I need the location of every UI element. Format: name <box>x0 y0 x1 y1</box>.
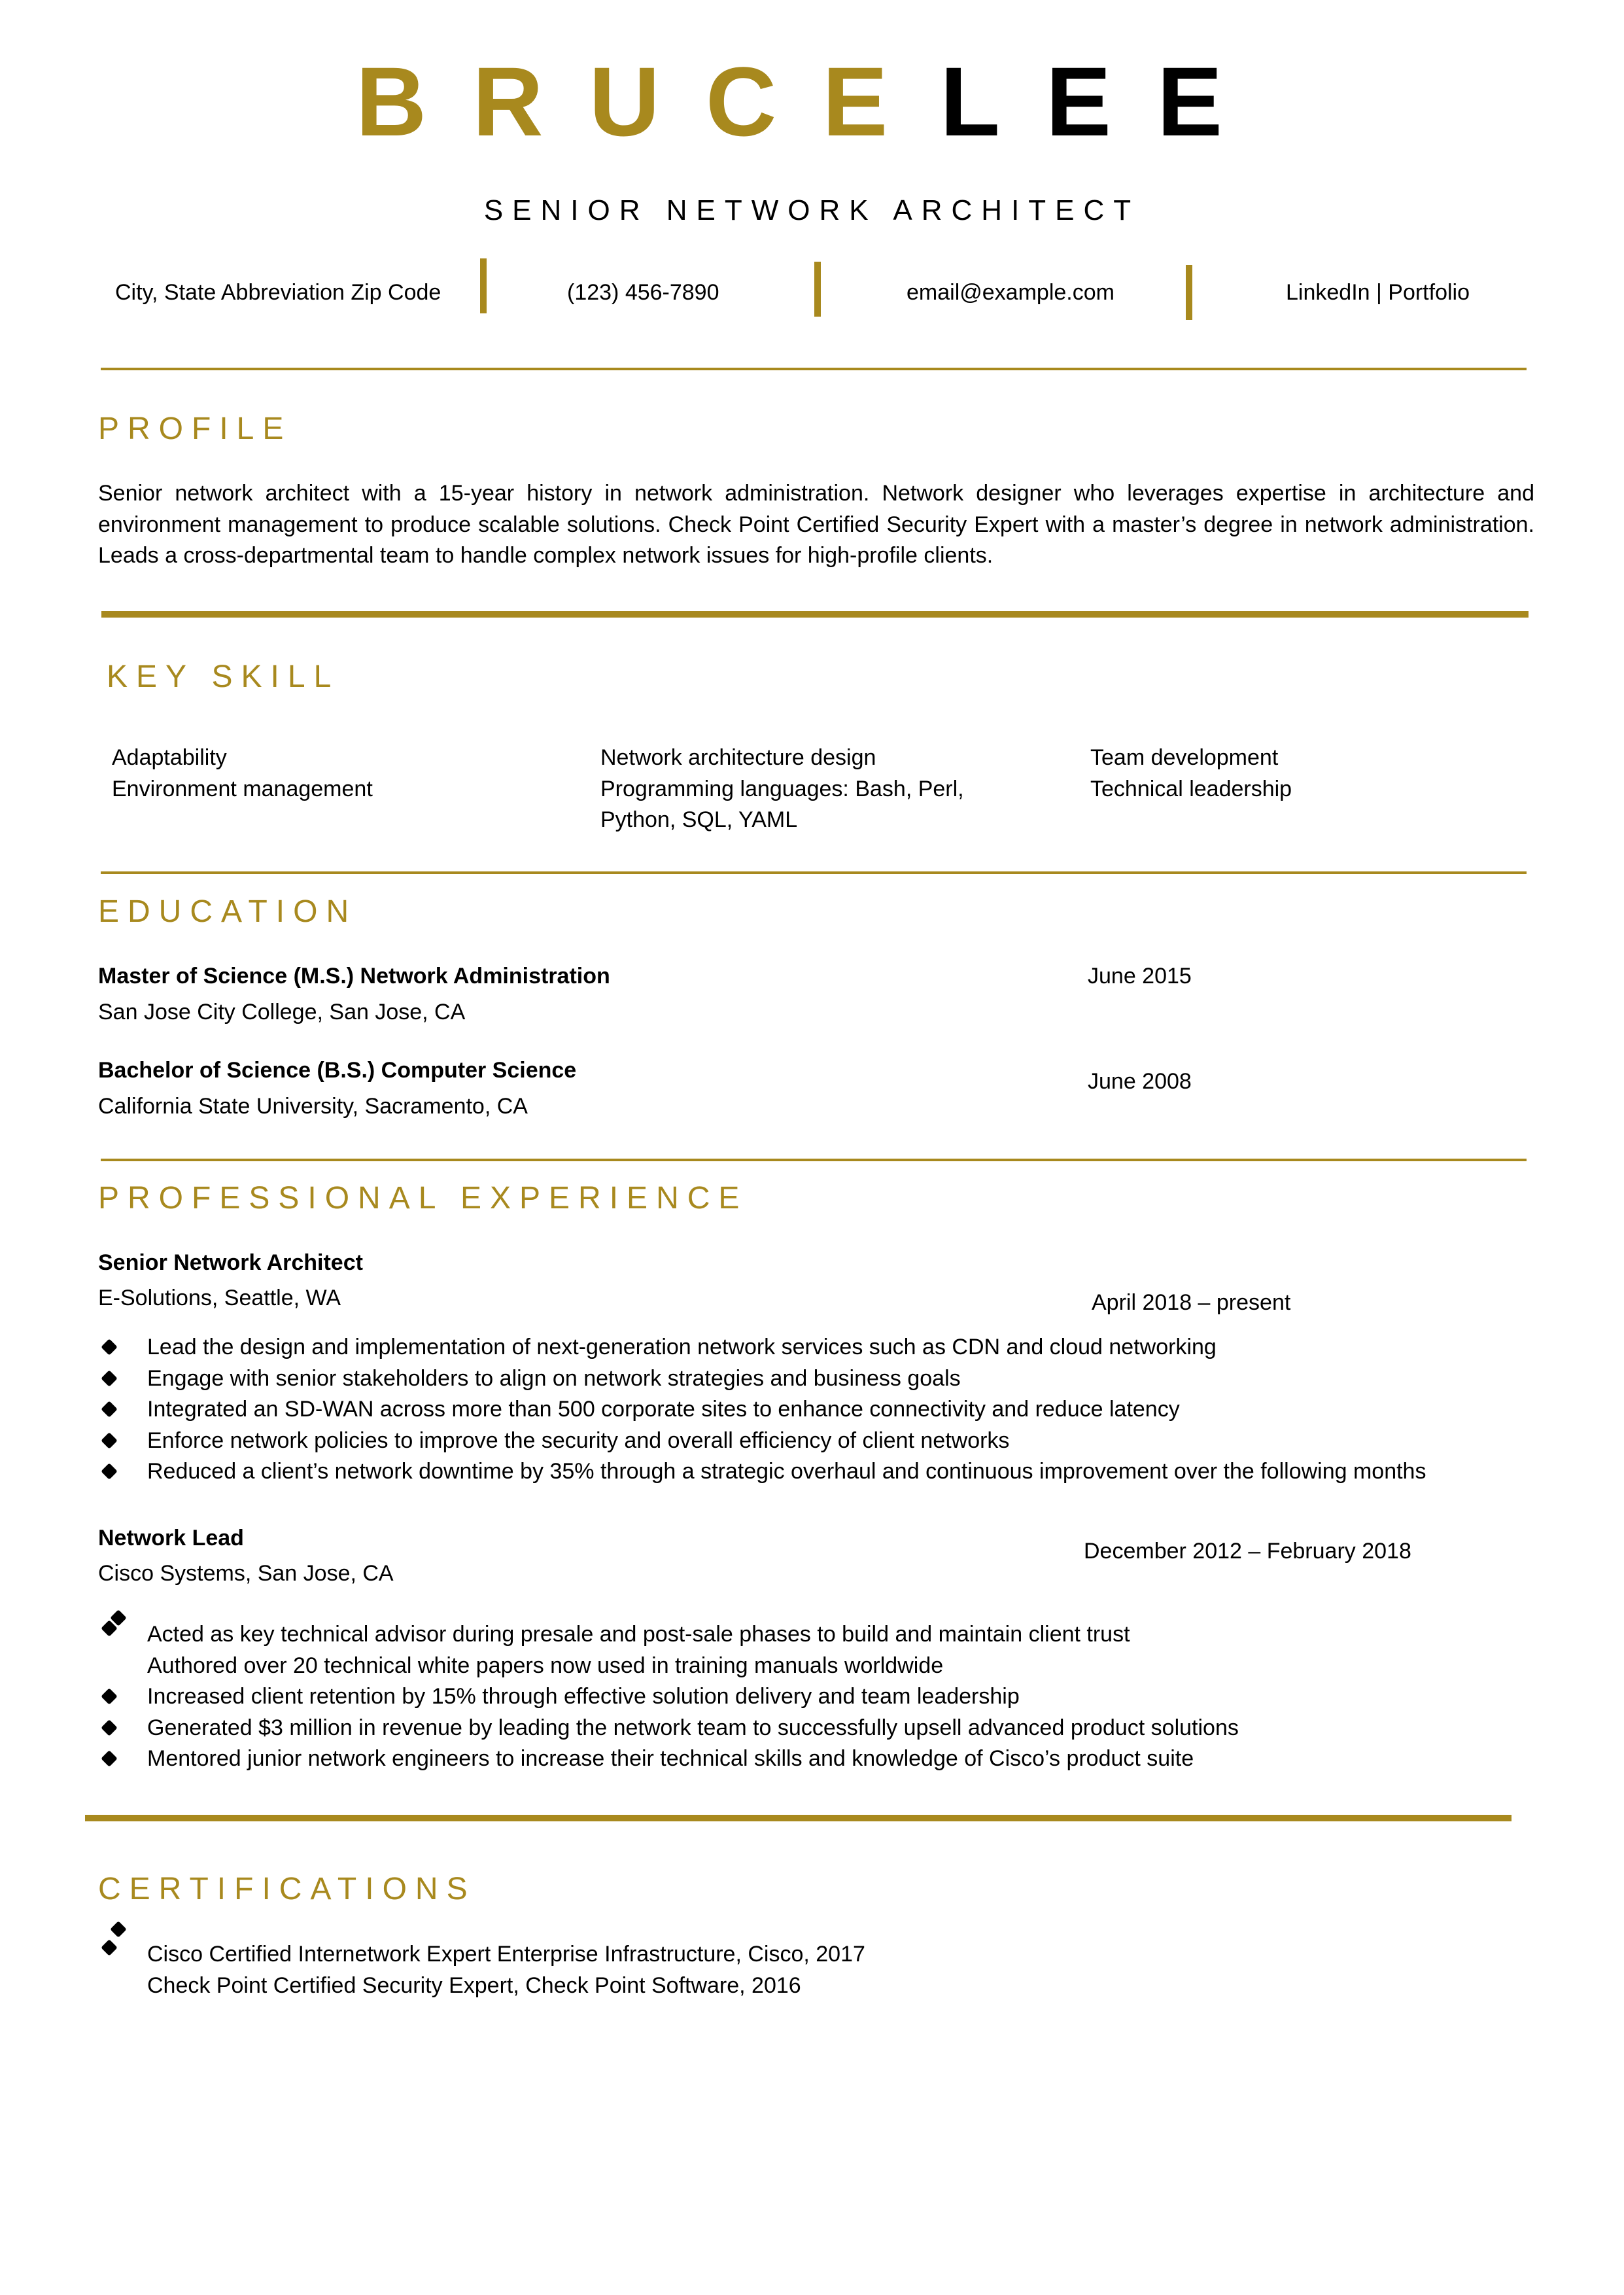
education-date: June 2008 <box>1088 1069 1192 1094</box>
job-company: Cisco Systems, San Jose, CA <box>98 1560 394 1586</box>
education-heading: EDUCATION <box>98 894 358 929</box>
job-company: E-Solutions, Seattle, WA <box>98 1285 341 1310</box>
job-title: Network Lead <box>98 1526 244 1550</box>
skill-item: Adaptability <box>112 745 227 770</box>
job-header <box>98 1523 394 1589</box>
education-item <box>98 1055 576 1122</box>
diamond-bullet-icon <box>101 1370 117 1386</box>
certifications-list <box>97 1939 865 2001</box>
skills-column-3 <box>1090 743 1292 805</box>
job-bullets <box>97 1619 1239 1775</box>
diamond-bullet-icon <box>101 1339 117 1355</box>
section-divider <box>85 1815 1512 1821</box>
contact-divider <box>1186 265 1192 320</box>
list-item: Engage with senior stakeholders to align on network strategies and business goals <box>97 1363 1426 1395</box>
section-divider <box>101 871 1527 874</box>
contact-email[interactable]: email@example.com <box>907 280 1114 305</box>
education-degree: Bachelor of Science (B.S.) Computer Science <box>98 1058 577 1083</box>
diamond-bullet-icon <box>101 1719 117 1736</box>
diamond-bullet-icon <box>101 1463 117 1479</box>
profile-summary <box>98 478 1534 572</box>
job-date: December 2012 – February 2018 <box>1084 1539 1411 1564</box>
list-item: Integrated an SD-WAN across more than 500 corporate sites to enhance connectivity and reduce latency <box>97 1394 1426 1426</box>
skills-column-2 <box>600 743 964 836</box>
experience-heading: PROFESSIONAL EXPERIENCE <box>98 1181 748 1216</box>
education-date: June 2015 <box>1088 964 1192 989</box>
diamond-bullet-icon <box>101 1432 117 1448</box>
diamond-bullet-icon <box>101 1750 117 1766</box>
education-degree: Master of Science (M.S.) Network Administration <box>98 964 610 989</box>
contact-divider <box>814 262 821 317</box>
contact-phone: (123) 456-7890 <box>567 280 719 305</box>
skills-heading: KEY SKILL <box>107 659 340 694</box>
diamond-bullet-icon <box>110 1921 126 1937</box>
education-item <box>98 961 610 1028</box>
profile-heading: PROFILE <box>98 412 292 446</box>
skill-item: Programming languages: Bash, Perl, <box>600 776 964 801</box>
skill-item: Network architecture design <box>600 745 876 770</box>
section-divider <box>101 368 1527 370</box>
job-title: Senior Network Architect <box>98 1250 363 1275</box>
list-item: Lead the design and implementation of next-generation network services such as CDN and cloud networking <box>97 1332 1426 1363</box>
list-item: Generated $3 million in revenue by leading the network team to successfully upsell advanced product solutions <box>97 1713 1239 1744</box>
section-divider <box>101 1159 1527 1161</box>
certifications-heading: CERTIFICATIONS <box>98 1872 476 1906</box>
list-item: Enforce network policies to improve the security and overall efficiency of client networks <box>97 1426 1426 1457</box>
skills-column-1 <box>112 743 373 805</box>
section-divider <box>101 611 1529 618</box>
first-name: BRUCE <box>355 46 934 156</box>
profile-line: Leads a cross-departmental team to handle complex network issues for high-profile clients. <box>98 543 993 568</box>
list-item: Authored over 20 technical white papers now used in training manuals worldwide <box>147 1653 944 1678</box>
contact-divider <box>480 258 487 313</box>
profile-line: environment management to produce scalable solutions. Check Point Certified Security Expert with a master’s degree in network administration. <box>98 512 1534 537</box>
list-item: Cisco Certified Internetwork Expert Enterprise Infrastructure, Cisco, 2017 <box>97 1939 865 1971</box>
contact-links[interactable]: LinkedIn | Portfolio <box>1286 280 1470 305</box>
candidate-name <box>0 46 1624 156</box>
contact-location: City, State Abbreviation Zip Code <box>115 280 441 305</box>
skill-item: Technical leadership <box>1090 776 1292 801</box>
skill-item: Environment management <box>112 776 373 801</box>
job-date: April 2018 – present <box>1092 1290 1291 1315</box>
list-item: Check Point Certified Security Expert, Check Point Software, 2016 <box>147 1972 801 1998</box>
list-item: Mentored junior network engineers to increase their technical skills and knowledge of Cisco’s product suite <box>97 1743 1239 1775</box>
profile-line: Senior network architect with a 15-year history in network administration. Network designer who leverages expertise in architecture and <box>98 481 1534 506</box>
education-school: San Jose City College, San Jose, CA <box>98 999 466 1025</box>
last-name: LEE <box>940 46 1269 156</box>
list-item: Increased client retention by 15% through effective solution delivery and team leadership <box>97 1681 1239 1713</box>
list-item: Reduced a client’s network downtime by 35% through a strategic overhaul and continuous improvement over the following months <box>97 1456 1426 1488</box>
diamond-bullet-icon <box>101 1688 117 1704</box>
skill-item: Team development <box>1090 745 1279 770</box>
diamond-bullet-icon <box>101 1939 117 1955</box>
diamond-bullet-icon <box>101 1620 117 1636</box>
skill-item: Python, SQL, YAML <box>600 807 798 832</box>
diamond-bullet-icon <box>101 1401 117 1417</box>
education-school: California State University, Sacramento, CA <box>98 1093 528 1119</box>
job-header <box>98 1248 363 1314</box>
job-bullets <box>97 1332 1426 1488</box>
list-item: Acted as key technical advisor during presale and post-sale phases to build and maintain client trust <box>97 1619 1239 1651</box>
job-title: SENIOR NETWORK ARCHITECT <box>483 194 1141 226</box>
